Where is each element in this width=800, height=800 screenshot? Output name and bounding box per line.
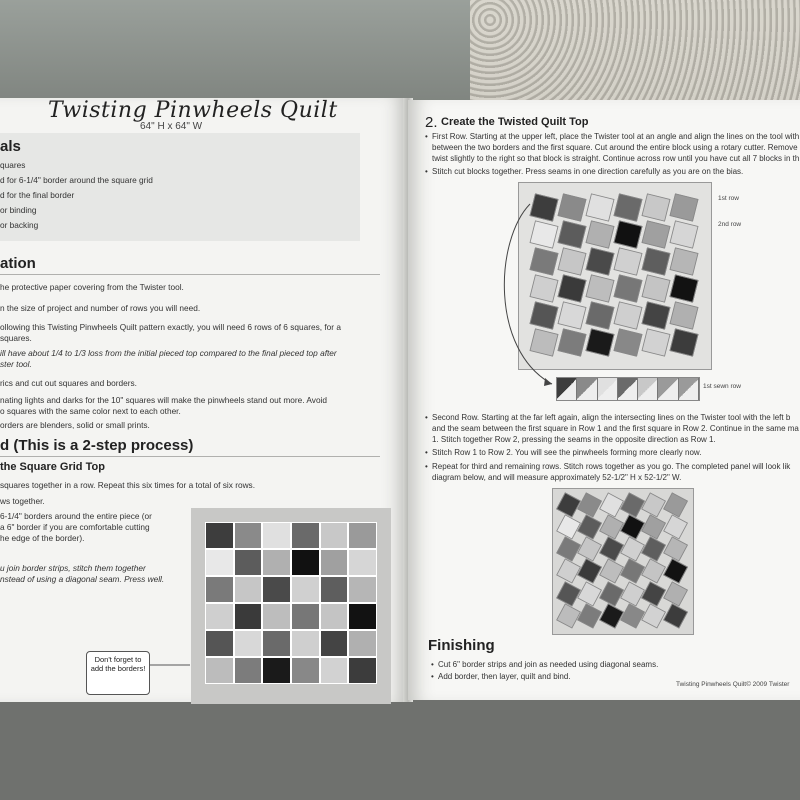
lace-tablecloth xyxy=(470,0,800,105)
quilt-square xyxy=(205,657,234,684)
step2-bullet xyxy=(432,131,799,164)
quilt-square xyxy=(663,581,688,606)
quilt-square xyxy=(577,492,602,517)
quilt-square xyxy=(614,193,643,221)
quilt-square xyxy=(556,581,581,606)
divider xyxy=(0,274,380,275)
quilt-square xyxy=(320,522,349,549)
quilt-square xyxy=(262,549,291,576)
prep-line: o squares with the same color next to each other. xyxy=(0,406,181,416)
quilt-square xyxy=(642,247,671,275)
quilt-square xyxy=(641,603,666,628)
finishing-item: • Cut 6" border strips and join as needed using diagonal seams. xyxy=(438,659,658,670)
quilt-square xyxy=(599,537,624,562)
quilt-square xyxy=(577,515,602,540)
materials-item: or backing xyxy=(0,220,39,230)
quilt-square xyxy=(642,220,671,248)
step1-heading: the Square Grid Top xyxy=(0,461,105,473)
step2-bullet xyxy=(432,166,743,177)
quilt-square xyxy=(620,537,645,562)
quilt-square xyxy=(599,559,624,584)
quilt-square xyxy=(599,515,624,540)
quilt-square xyxy=(586,274,615,302)
quilt-square xyxy=(614,274,643,302)
quilt-square xyxy=(348,576,377,603)
row2-label: 2nd row xyxy=(718,221,742,228)
quilt-square xyxy=(291,522,320,549)
quilt-square xyxy=(320,657,349,684)
quilt-square xyxy=(320,576,349,603)
quilt-square xyxy=(291,657,320,684)
prep-line: ster tool. xyxy=(0,359,32,369)
square-grid-diagram xyxy=(205,522,377,684)
step2-number: 2. xyxy=(425,114,438,131)
step1-line: a 6" border if you are comfortable cutting xyxy=(0,522,150,532)
quilt-square xyxy=(586,220,615,248)
quilt-square xyxy=(670,274,699,302)
prep-line: ill have about 1/4 to 1/3 loss from the initial pieced top compared to the final pieced top after xyxy=(0,348,337,358)
step2-bullet xyxy=(432,447,701,458)
quilt-square xyxy=(205,576,234,603)
step1-line: u join border strips, stitch them together xyxy=(0,563,146,573)
first-sewn-row-strip xyxy=(556,377,700,401)
quilt-square xyxy=(205,549,234,576)
quilt-square xyxy=(262,603,291,630)
quilt-square xyxy=(620,515,645,540)
prep-line: he protective paper covering from the Twister tool. xyxy=(0,282,184,292)
quilt-square xyxy=(262,522,291,549)
quilt-square xyxy=(205,522,234,549)
step1-line: ws together. xyxy=(0,496,45,506)
completed-panel-grid xyxy=(558,494,686,627)
quilt-square xyxy=(556,603,581,628)
sewn-row-block xyxy=(658,378,678,400)
quilt-square xyxy=(663,492,688,517)
sewn-row-block xyxy=(557,378,577,400)
bullet-line: • Repeat for third and remaining rows. Stitch rows together as you go. The completed panel will look lik xyxy=(432,462,791,471)
quilt-square xyxy=(558,301,587,329)
prep-line: orders are blenders, solid or small prints. xyxy=(0,420,150,430)
quilt-square xyxy=(577,603,602,628)
quilt-square xyxy=(234,603,263,630)
arrow-to-sewn-row xyxy=(490,200,560,390)
quilt-square xyxy=(663,537,688,562)
prep-line: rics and cut out squares and borders. xyxy=(0,378,137,388)
step2-bullet xyxy=(432,461,790,483)
quilt-square xyxy=(642,193,671,221)
bullet-line: • First Row. Starting at the upper left, place the Twister tool at an angle and align the lines on the tool with xyxy=(432,132,800,141)
quilt-square xyxy=(599,492,624,517)
quilt-square xyxy=(577,537,602,562)
quilt-square xyxy=(234,657,263,684)
quilt-square xyxy=(614,247,643,275)
quilt-square xyxy=(558,247,587,275)
quilt-square xyxy=(670,301,699,329)
quilt-square xyxy=(556,559,581,584)
quilt-square xyxy=(641,515,666,540)
bullet-line: diagram below, and will measure approximately 52-1/2" H x 52-1/2" W. xyxy=(432,473,682,482)
quilt-square xyxy=(320,549,349,576)
quilt-square xyxy=(614,220,643,248)
sewn-row-block xyxy=(577,378,597,400)
sewn-row-label: 1st sewn row xyxy=(703,383,741,390)
bullet-line: • Stitch Row 1 to Row 2. You will see the pinwheels forming more clearly now. xyxy=(432,448,702,457)
step1-line: squares together in a row. Repeat this six times for a total of six rows. xyxy=(0,480,256,490)
sewn-row-block xyxy=(598,378,618,400)
quilt-square xyxy=(642,301,671,329)
materials-heading: als xyxy=(0,138,21,155)
quilt-square xyxy=(586,328,615,356)
quilt-square xyxy=(641,492,666,517)
quilt-square xyxy=(348,522,377,549)
materials-item: or binding xyxy=(0,205,37,215)
callout-pointer xyxy=(150,655,195,675)
divider xyxy=(0,456,380,457)
quilt-square xyxy=(262,657,291,684)
quilt-square xyxy=(599,603,624,628)
quilt-square xyxy=(348,657,377,684)
pattern-size: 64" H x 64" W xyxy=(140,121,203,132)
quilt-square xyxy=(620,603,645,628)
materials-item: d for 6-1/4" border around the square grid xyxy=(0,175,153,185)
sewn-row-block xyxy=(679,378,699,400)
quilt-square xyxy=(663,603,688,628)
quilt-square xyxy=(641,537,666,562)
quilt-square xyxy=(348,549,377,576)
quilt-square xyxy=(558,328,587,356)
quilt-square xyxy=(558,220,587,248)
bullet-line: and the seam between the first square in Row 1 and the first square in Row 2. Continue in the same ma xyxy=(432,424,799,433)
quilt-square xyxy=(663,515,688,540)
quilt-square xyxy=(234,549,263,576)
quilt-square xyxy=(234,576,263,603)
quilt-square xyxy=(348,630,377,657)
border-reminder-callout: Don't forget to add the borders! xyxy=(86,651,150,695)
finishing-heading: Finishing xyxy=(428,637,495,654)
quilt-square xyxy=(291,549,320,576)
quilt-square xyxy=(320,603,349,630)
quilt-square xyxy=(234,522,263,549)
step1-line: he edge of the border). xyxy=(0,533,85,543)
prep-line: ollowing this Twisting Pinwheels Quilt pattern exactly, you will need 6 rows of 6 squares, for a xyxy=(0,322,341,332)
quilt-square xyxy=(577,581,602,606)
quilt-square xyxy=(291,630,320,657)
quilt-square xyxy=(586,193,615,221)
quilt-square xyxy=(586,247,615,275)
sewn-row-block xyxy=(618,378,638,400)
quilt-square xyxy=(670,220,699,248)
bullet-line: twist slightly to the right so that block is straight. Continue across row until you have cut all 7 blocks in th xyxy=(432,154,800,163)
quilt-square xyxy=(642,274,671,302)
quilt-square xyxy=(556,515,581,540)
prep-line: squares. xyxy=(0,333,32,343)
bullet-line: • Stitch cut blocks together. Press seams in one direction carefully as you are on the bias. xyxy=(432,167,744,176)
quilt-square xyxy=(599,581,624,606)
bullet-line: between the two borders and the first square. Cut around the entire block using a rotary cutter. Remove xyxy=(432,143,798,152)
quilt-square xyxy=(614,301,643,329)
quilt-square xyxy=(620,492,645,517)
quilt-square xyxy=(663,559,688,584)
quilt-square xyxy=(556,492,581,517)
quilt-square xyxy=(205,630,234,657)
quilt-square xyxy=(620,581,645,606)
sewn-row-block xyxy=(638,378,658,400)
quilt-square xyxy=(670,328,699,356)
bullet-line: • Second Row. Starting at the far left again, align the intersecting lines on the Twister tool with the left b xyxy=(432,413,791,422)
quilt-square xyxy=(558,274,587,302)
step1-line: 6-1/4" borders around the entire piece (or xyxy=(0,511,152,521)
quilt-square xyxy=(320,630,349,657)
process-heading: d (This is a 2-step process) xyxy=(0,437,194,454)
step2-heading: Create the Twisted Quilt Top xyxy=(441,116,589,128)
quilt-square xyxy=(641,581,666,606)
bullet-line: 1. Stitch together Row 2, pressing the seams in the opposite direction as Row 1. xyxy=(432,435,716,444)
materials-item: d for the final border xyxy=(0,190,75,200)
quilt-square xyxy=(234,630,263,657)
quilt-square xyxy=(577,559,602,584)
step1-line: nstead of using a diagonal seam. Press well. xyxy=(0,574,165,584)
quilt-square xyxy=(291,576,320,603)
step2-bullet xyxy=(432,412,799,445)
quilt-square xyxy=(558,193,587,221)
quilt-square xyxy=(556,537,581,562)
prep-line: nating lights and darks for the 10" squares will make the pinwheels stand out more. Avoid xyxy=(0,395,328,405)
pattern-title: Twisting Pinwheels Quilt xyxy=(48,98,338,123)
quilt-square xyxy=(620,559,645,584)
page-footer: Twisting Pinwheels Quilt© 2009 Twister xyxy=(676,681,790,688)
quilt-square xyxy=(641,559,666,584)
materials-box xyxy=(0,133,360,241)
quilt-square xyxy=(642,328,671,356)
quilt-square xyxy=(586,301,615,329)
quilt-square xyxy=(291,603,320,630)
quilt-square xyxy=(614,328,643,356)
finishing-item: • Add border, then layer, quilt and bind. xyxy=(438,671,571,682)
quilt-square xyxy=(670,247,699,275)
preparation-heading: ation xyxy=(0,255,36,272)
quilt-square xyxy=(262,576,291,603)
background-bottom xyxy=(0,700,800,800)
quilt-square xyxy=(205,603,234,630)
row1-label: 1st row xyxy=(718,195,739,202)
prep-line: n the size of project and number of rows you will need. xyxy=(0,303,201,313)
quilt-square xyxy=(262,630,291,657)
quilt-square xyxy=(670,193,699,221)
materials-item: quares xyxy=(0,160,26,170)
quilt-square xyxy=(348,603,377,630)
